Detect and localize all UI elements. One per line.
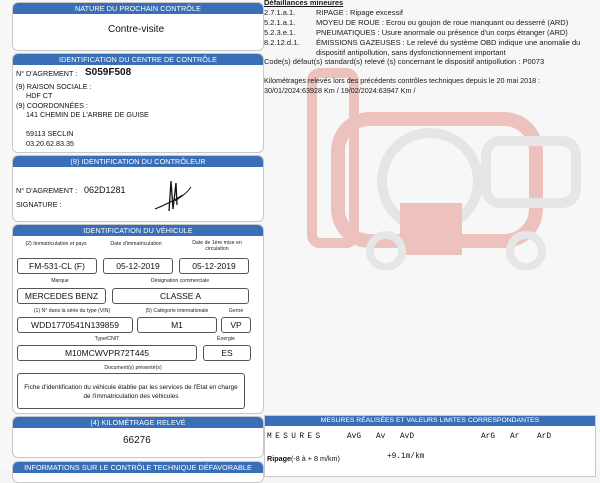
next-control-value: Contre-visite [108,24,165,35]
designation-value: CLASSE A [112,288,249,304]
marque-value: MERCEDES BENZ [17,288,106,304]
obd-code-line: Code(s) défaut(s) standard(s) relevé (s) concernant le dispositif antipollution : P0073 [264,57,545,66]
energie-value: ES [203,345,251,361]
documents-label: Document(s) présenté(s) [104,365,162,371]
mileage-header: (4) KILOMÉTRAGE RELEVÉ [13,417,263,428]
categorie-value: M1 [137,317,217,333]
col-avg: AvG [347,433,362,441]
km-history-line1: Kilométrages relevés lors des précédents contrôles techniques depuis le 20 mai 2018 : [264,76,541,85]
col-av: Av [376,433,386,441]
col-ar: Ar [510,433,520,441]
vehicle-panel [12,224,264,414]
center-panel [12,53,264,153]
mileage-value: 66276 [123,435,151,446]
categorie-label: (5) Catégorie internationale [145,308,209,314]
defect-text: RIPAGE : Ripage excessif [316,8,403,17]
immat-value: FM-531-CL (F) [17,258,97,274]
center-raison-label: (9) RAISON SOCIALE : [16,82,92,91]
defect-code: 5.2.3.e.1. [264,28,296,37]
ripage-limits: (-8 à + 8 m/km) [291,454,340,463]
measures-panel [264,415,596,477]
energie-label: Énergie [217,336,235,342]
defect-text: ÉMISSIONS GAZEUSES : Le relevé du système OBD indique une anomalie du dispositif antipollution, sans dysfonctionnement important [316,38,581,57]
ripage-label: Ripage [267,454,291,463]
center-header: IDENTIFICATION DU CENTRE DE CONTRÔLE [13,54,263,65]
center-address1: 141 CHEMIN DE L'ARBRE DE GUISE [26,110,149,119]
type-value: M10MCWVPR72T445 [17,345,197,361]
mileage-panel [12,416,264,458]
next-control-header: NATURE DU PROCHAIN CONTRÔLE [13,3,263,14]
center-agrement-label: N° D'AGREMENT : [16,69,78,78]
designation-label: Désignation commerciale [150,278,210,284]
info-header: INFORMATIONS SUR LE CONTRÔLE TECHNIQUE DÉFAVORABLE [13,462,263,473]
center-agrement-value: S059F508 [85,67,132,78]
documents-value: Fiche d'identification du véhicule établie par les services de l'Etat en charge de l'immatriculation des véhicules [17,373,245,409]
genre-label: Genre [228,308,244,314]
info-panel [12,461,264,483]
defect-code: 5.2.1.a.1. [264,18,296,27]
measures-label: MESURES [267,433,324,441]
center-raison-value: HDF CT [26,91,53,100]
center-phone: 03.20.62.83.35 [26,139,74,148]
col-avd: AvD [400,433,415,441]
defect-row [264,8,594,18]
vin-label: (1) N° dans la série du type (VIN) [33,308,111,314]
date-immat-value: 05-12-2019 [103,258,173,274]
ripage-value: +9.1m/km [387,453,425,461]
date-first-label: Date de 1ère mise en circulation [192,240,242,252]
marque-label: Marque [51,278,69,284]
controller-panel [12,155,264,222]
defect-row [264,28,594,38]
controller-agrement-value: 062D1281 [84,185,126,195]
center-coord-label: (9) COORDONNÉES : [16,101,88,110]
defect-text: PNEUMATIQUES : Usure anormale ou présence d'un corps étranger (ARD) [316,28,568,37]
km-history-line2: 30/01/2024:63928 Km / 19/02/2024:63947 Km / [264,86,416,95]
defect-text: MOYEU DE ROUE : Ecrou ou goujon de roue manquant ou desserré (ARD) [316,18,569,27]
immat-label: (2) Immatriculation et pays [25,241,87,247]
date-first-value: 05-12-2019 [179,258,249,274]
type-label: Type/CNIT [94,336,120,342]
vin-value: WDD1770541N139859 [17,317,133,333]
vehicle-header: IDENTIFICATION DU VÉHICULE [13,225,263,236]
col-arg: ArG [481,433,496,441]
signature-image [151,175,195,215]
col-ard: ArD [537,433,552,441]
next-control-panel [12,2,264,51]
measures-header: MESURES RÉALISÉES ET VALEURS LIMITES CORRESPONDANTES [265,416,595,426]
controller-agrement-label: N° D'AGREMENT : [16,186,78,195]
center-address2: 59113 SECLIN [26,129,74,138]
defect-code: 8.2.12.d.1. [264,38,300,47]
defect-code: 2.7.1.a.1. [264,8,296,17]
defects-title: Défaillances mineures [264,0,344,7]
defect-row [264,18,594,28]
controller-header: (9) IDENTIFICATION DU CONTRÔLEUR [13,156,263,167]
defect-row [264,38,594,57]
genre-value: VP [221,317,251,333]
date-immat-label: Date d'immatriculation [110,241,162,247]
controller-signature-label: SIGNATURE : [16,200,62,209]
